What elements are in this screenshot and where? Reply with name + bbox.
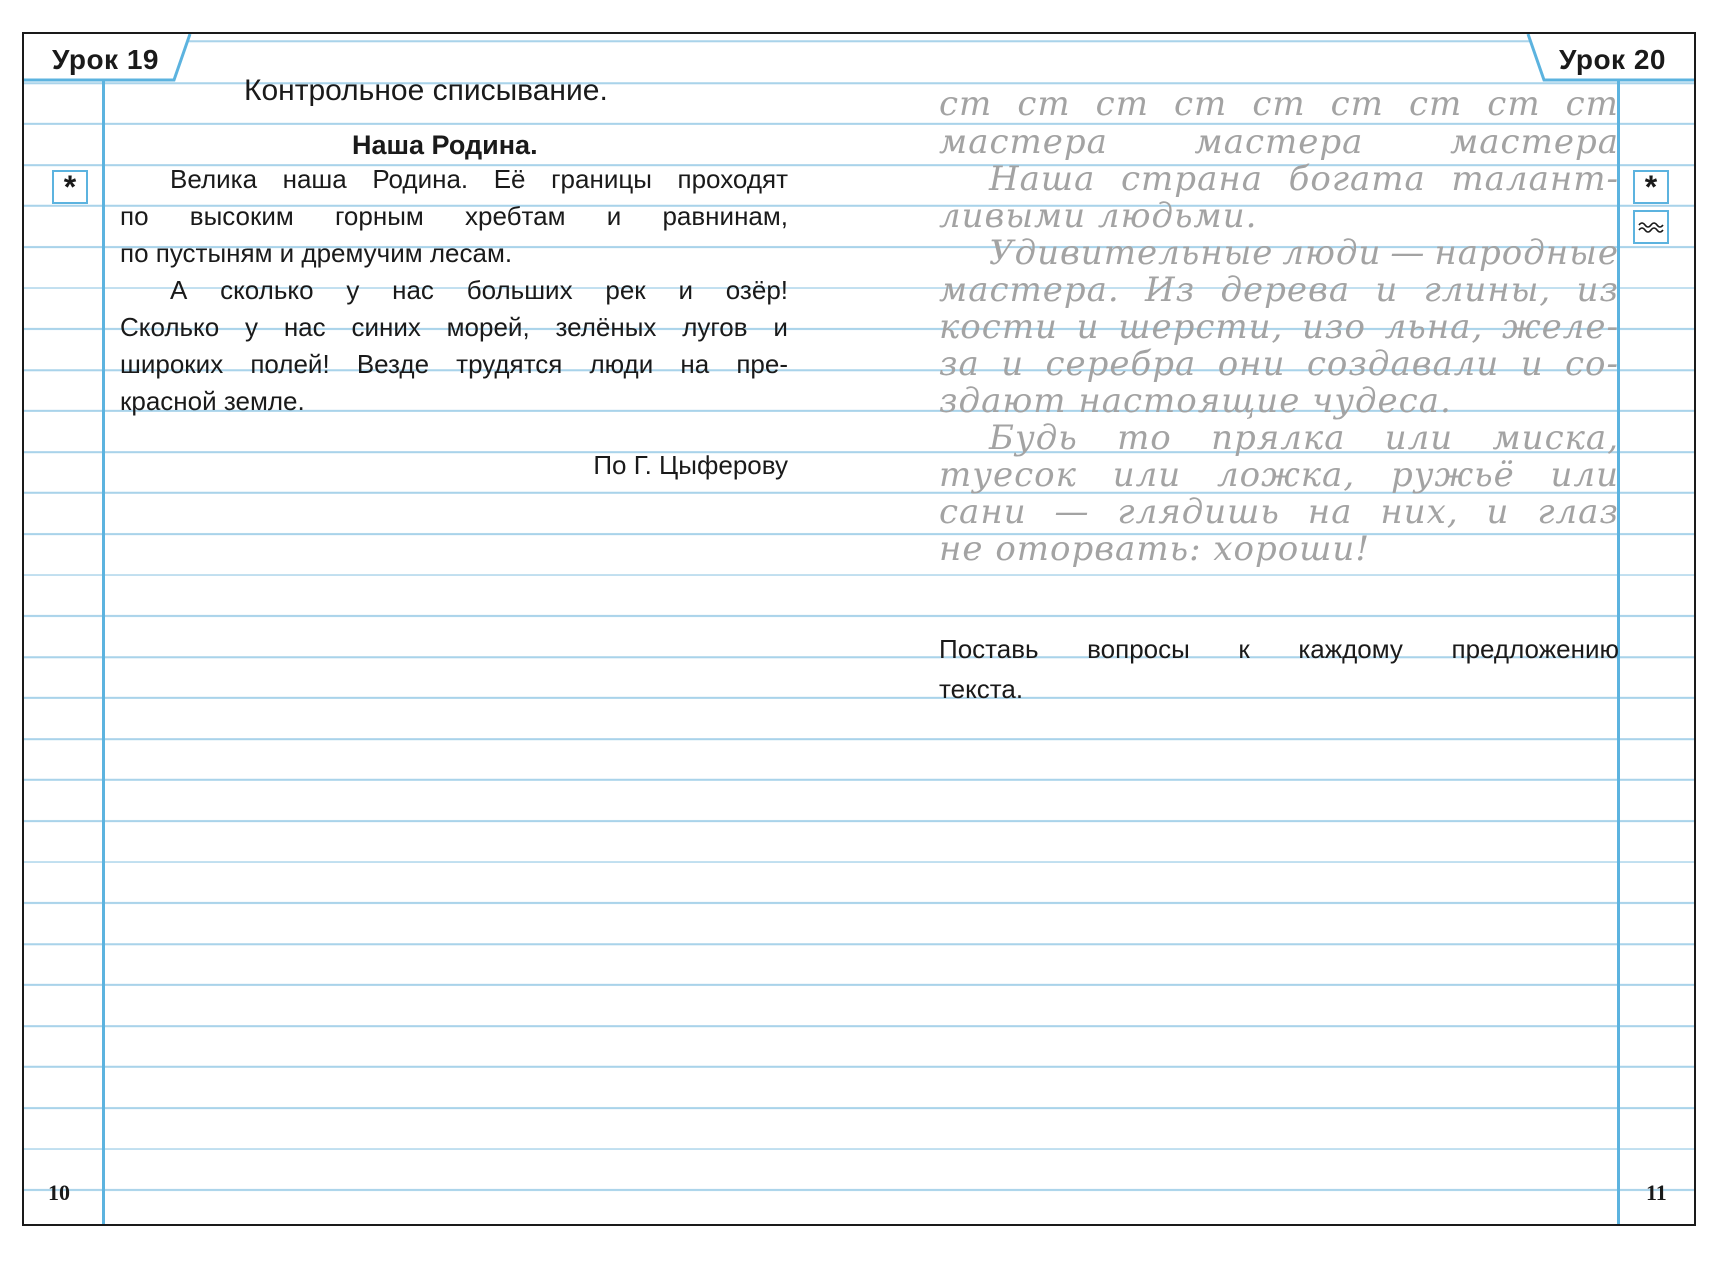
word: на [680, 349, 710, 379]
word: границы [551, 164, 652, 194]
word: богата [1288, 159, 1426, 199]
word: со- [1564, 344, 1619, 384]
word: и [1520, 344, 1544, 384]
word: ложка, [1216, 455, 1356, 495]
task-line: текста. [939, 674, 1024, 704]
word: широких [120, 349, 224, 379]
script-line: здают настоящие чудеса. [939, 381, 1452, 421]
word: мастера [1194, 122, 1364, 162]
text-line: по пустыням и дремучим лесам. [120, 238, 513, 268]
script-line [939, 84, 1619, 124]
asterisk-marker-icon: * [1633, 170, 1669, 204]
word: мастера. [939, 270, 1120, 310]
word: кости [939, 307, 1058, 347]
word: ст [1252, 84, 1306, 124]
word: морей, [446, 312, 530, 342]
word: желе- [1501, 307, 1619, 347]
word: и [1001, 344, 1025, 384]
word: мастера [1450, 122, 1619, 162]
word: сколько [220, 275, 314, 305]
word: они [1217, 344, 1286, 384]
word: люди [589, 349, 654, 379]
word: хребтам [465, 201, 566, 231]
word: равнинам, [662, 201, 788, 231]
task-line [939, 634, 1619, 665]
word: на [1307, 492, 1353, 532]
text-title: Наша Родина. [352, 130, 538, 160]
word: у [346, 275, 360, 305]
lesson-19-tab [24, 34, 210, 82]
word: из [1576, 270, 1619, 310]
word: сани [939, 492, 1027, 532]
word: серебра [1045, 344, 1197, 384]
word: мастера [939, 122, 1108, 162]
word: рек [605, 275, 646, 305]
word: синих [351, 312, 421, 342]
word: Из [1145, 270, 1196, 310]
word: глины, [1423, 270, 1552, 310]
word: высоким [189, 201, 294, 231]
word: озёр! [725, 275, 788, 305]
script-line [939, 270, 1619, 310]
asterisk-marker-icon: * [52, 170, 88, 204]
word: Велика [170, 164, 258, 194]
word: страна [1121, 159, 1263, 199]
word: Родина. [372, 164, 469, 194]
word: за [939, 344, 980, 384]
word: талант- [1451, 159, 1619, 199]
script-line: ливыми людьми. [939, 196, 1258, 236]
word: и [1076, 307, 1100, 347]
script-line [939, 455, 1619, 495]
script-line [939, 307, 1619, 347]
word: больших [466, 275, 573, 305]
text-line [170, 275, 788, 306]
word: то [1117, 418, 1172, 458]
word: у [245, 312, 258, 342]
lesson-19-label: Урок 19 [52, 44, 159, 75]
word: или [1112, 455, 1182, 495]
script-line: не оторвать: хороши! [939, 529, 1370, 569]
word: шерсти, [1118, 307, 1284, 347]
text-line [120, 349, 788, 380]
word: Наша [989, 159, 1096, 199]
exercise-heading: Контрольное списывание. [244, 74, 608, 107]
word: изо [1302, 307, 1366, 347]
word: Её [493, 164, 526, 194]
script-line [989, 418, 1619, 458]
word: по [120, 201, 149, 231]
word: ст [1017, 84, 1071, 124]
word: Поставь [939, 634, 1039, 664]
word: наша [282, 164, 347, 194]
word: пре- [736, 349, 788, 379]
text-line [120, 312, 788, 343]
word: — [1390, 233, 1426, 273]
word: лугов [682, 312, 748, 342]
word: нас [392, 275, 434, 305]
page-number-right: 11 [1646, 1180, 1667, 1205]
word: и [773, 312, 788, 342]
word: Сколько [120, 312, 220, 342]
script-line [989, 233, 1619, 273]
word: полей! [250, 349, 330, 379]
word: ружьё [1390, 455, 1515, 495]
word: — [1054, 492, 1090, 532]
word: каждому [1298, 634, 1403, 664]
word: проходят [677, 164, 788, 194]
wave-underline-marker-icon [1633, 210, 1669, 244]
script-line [939, 492, 1619, 532]
word: ст [1330, 84, 1384, 124]
word: вопросы [1087, 634, 1190, 664]
word: народные [1434, 233, 1619, 273]
left-margin-line [102, 34, 105, 1224]
word: прялка [1211, 418, 1346, 458]
text-author: По Г. Цыферову [593, 450, 788, 480]
word: ст [1565, 84, 1619, 124]
lesson-20-label: Урок 20 [1559, 44, 1666, 75]
text-line [170, 164, 788, 195]
right-margin-line [1617, 34, 1620, 1224]
word: к [1238, 634, 1250, 664]
lesson-20-tab [1508, 34, 1694, 82]
word: миска, [1492, 418, 1619, 458]
wave-icon [1638, 220, 1664, 234]
word: ст [1173, 84, 1228, 124]
word: горным [335, 201, 424, 231]
word: зелёных [555, 312, 657, 342]
word: ст [1408, 84, 1463, 124]
word: и [1486, 492, 1510, 532]
notebook-spread [22, 32, 1696, 1226]
word: глядишь [1117, 492, 1280, 532]
word: них, [1380, 492, 1459, 532]
word: Будь [989, 418, 1078, 458]
script-line [939, 344, 1619, 384]
word: ст [1487, 84, 1541, 124]
word: или [1550, 455, 1619, 495]
script-line [939, 122, 1619, 162]
word: глаз [1537, 492, 1619, 532]
word: дерева [1220, 270, 1351, 310]
word: и [1375, 270, 1399, 310]
word: туесок [939, 455, 1077, 495]
script-line [989, 159, 1619, 199]
word: нас [283, 312, 326, 342]
page-number-left: 10 [48, 1180, 70, 1205]
word: А [170, 275, 188, 305]
word: ст [1095, 84, 1149, 124]
word: трудятся [456, 349, 563, 379]
word: люди [1282, 233, 1382, 273]
word: Везде [356, 349, 430, 379]
text-line [120, 201, 788, 232]
word: ст [939, 84, 993, 124]
word: создавали [1306, 344, 1500, 384]
word: и [606, 201, 622, 231]
text-line: красной земле. [120, 386, 305, 416]
word: или [1384, 418, 1454, 458]
word: льна, [1384, 307, 1484, 347]
word: предложению [1451, 634, 1619, 664]
word: Удивительные [989, 233, 1274, 273]
word: и [678, 275, 693, 305]
